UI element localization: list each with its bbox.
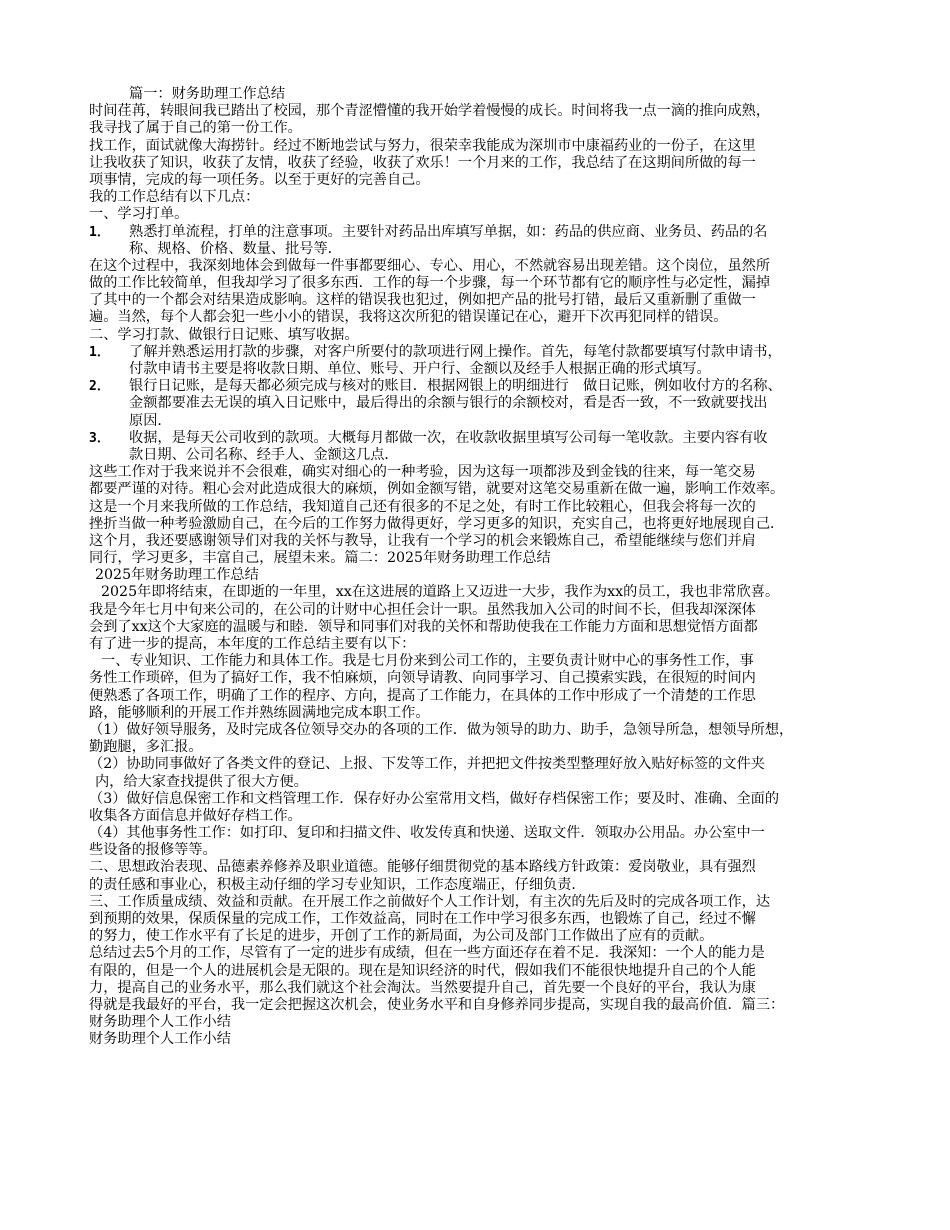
text-line: 找工作，面试就像大海捞针。经过不断地尝试与努力，很荣幸我能成为深圳市中康福药业的一份子，在这里 bbox=[89, 137, 756, 154]
work-item-4 bbox=[89, 825, 871, 859]
text-line: （2）协助同事做好了各类文件的登记、上报、下发等工作，并把把文件按类型整理好放入贴好标签的文件夹 bbox=[89, 756, 765, 773]
list-number: 2． bbox=[89, 379, 110, 395]
text-line: 我的工作总结有以下几点： bbox=[89, 189, 260, 206]
work-item-2 bbox=[89, 756, 871, 790]
list-item bbox=[89, 344, 871, 361]
paragraph-3 bbox=[89, 584, 871, 653]
numbered-list-1 bbox=[89, 224, 871, 258]
list-number: 3． bbox=[89, 430, 110, 446]
text-line: 便熟悉了各项工作，明确了工作的程序、方向，提高了工作能力，在具体的工作中形成了一个清楚的工作思 bbox=[89, 687, 756, 704]
text-line: 这些工作对于我来说并不会很难，确实对细心的一种考验，因为这每一项都涉及到金钱的往来，每一笔交易 bbox=[89, 464, 756, 481]
text-line: 挫折当做一种考验激励自己，在今后的工作努力做得更好，学习更多的知识，充实自己，也将更好地展现自己． bbox=[89, 515, 785, 532]
text-line: 在这个过程中，我深刻地体会到做每一件事都要细心、专心、用心，不然就容易出现差错。这个岗位，虽然所 bbox=[89, 257, 771, 274]
text-line: 收集各方面信息并做好存档工作。 bbox=[89, 807, 302, 824]
text-line: 一、学习打单。 bbox=[89, 206, 189, 223]
work-item-3 bbox=[89, 791, 871, 825]
text-line: 得就是我最好的平台，我一定会把握这次机会，使业务水平和自身修养同步提高，实现自我的最高价值．篇三： bbox=[89, 996, 785, 1013]
text-line: 的责任感和事业心，积极主动仔细的学习专业知识，工作态度端正，仔细负责． bbox=[89, 876, 586, 893]
text-line: 力，提高自己的业务水平，那么我们就这个社会淘汰。当然要提升自己，首先要一个良好的平台，我认为康 bbox=[89, 979, 756, 996]
text-line: 项事情，完成的每一项任务。以至于更好的完善自己。 bbox=[89, 171, 430, 188]
text-line: 2025年即将结束，在即逝的一年里，xx在这进展的道路上又迈进一大步，我作为xx的员工，我也非常欣喜。 bbox=[101, 584, 780, 601]
list-text-continued: 款日期、公司名称、经手人、金额这几点． bbox=[129, 446, 399, 463]
text-line: 路，能够顺利的开展工作并熟练圆满地完成本职工作。 bbox=[89, 704, 430, 721]
document-page bbox=[89, 86, 871, 1049]
text-line: 二、思想政治表现、品德素养修养及职业道德。能够仔细贯彻党的基本路线方针政策：爱岗敬业，具有强烈 bbox=[89, 859, 756, 876]
text-line: 都要严谨的对待。粗心会对此造成很大的麻烦，例如金额写错，就要对这笔交易重新在做一遍，影响工作效率。 bbox=[89, 481, 785, 498]
section-title-1: 篇一：财务助理工作总结 bbox=[129, 86, 286, 102]
text-line: 的努力，使工作水平有了长足的进步，开创了工作的新局面，为公司及部门工作做出了应有的贡献。 bbox=[89, 928, 714, 945]
list-text: 熟悉打单流程，打单的注意事项。主要针对药品出库填写单据，如：药品的供应商、业务员、药品的名 bbox=[129, 223, 768, 240]
list-text-continued: 付款申请书主要是将收款日期、单位、账号、开户行、金额以及经手人根据正确的形式填写。 bbox=[129, 361, 711, 377]
text-line: 有限的，但是一个人的进展机会是无限的。现在是知识经济的时代，假如我们不能很快地提升自己的个人能 bbox=[89, 962, 756, 979]
work-item-1 bbox=[89, 722, 871, 756]
list-text: 银行日记账，是每天都必须完成与核对的账目．根据网银上的明细进行 做日记账，例如收付方的名称、 bbox=[129, 378, 782, 395]
text-line: 三、工作质量成绩、效益和贡献。在开展工作之前做好个人工作计划，有主次的先后及时的完成各项工作，达 bbox=[89, 893, 771, 910]
text-line: （1）做好领导服务，及时完成各位领导交办的各项的工作．做为领导的助力、助手，急领导所急，想领导所想， bbox=[89, 721, 794, 738]
text-line: 勤跑腿，多汇报。 bbox=[89, 739, 203, 756]
paragraph-2 bbox=[89, 464, 871, 567]
intro-paragraph bbox=[89, 103, 871, 223]
section-title-2: 2025年财务助理工作总结 bbox=[95, 567, 259, 584]
text-line: 让我收获了知识，收获了友情，收获了经验，收获了欢乐！一个月来的工作，我总结了在这期间所做的每一 bbox=[89, 154, 756, 171]
numbered-list-2 bbox=[89, 344, 871, 464]
list-text-continued: 金额都要准去无误的填入日记账中，最后得出的余额与银行的余额校对，看是否一致，不一致就要找出 bbox=[129, 395, 768, 412]
text-line: 一、专业知识、工作能力和具体工作。我是七月份来到公司工作的，主要负责计财中心的事务性工作，事 bbox=[101, 653, 754, 670]
text-line: 些设备的报修等等。 bbox=[89, 842, 217, 859]
list-item bbox=[89, 430, 871, 447]
list-item bbox=[89, 224, 871, 241]
list-number: 1． bbox=[89, 344, 110, 360]
text-line: 做的工作比较简单，但我却学习了很多东西．工作的每一个步骤，每一个环节都有它的顺序性与必定性，漏掉 bbox=[89, 275, 771, 292]
text-line: 了其中的一个都会对结果造成影响。这样的错误我也犯过，例如把产品的批号打错，最后又重新删了重做一 bbox=[89, 292, 756, 309]
list-item bbox=[89, 378, 871, 395]
text-line: （4）其他事务性工作：如打印、复印和扫描文件、收发传真和快递、送取文件．领取办公用品。办公室中一 bbox=[89, 825, 765, 842]
text-line: 二、学习打款、做银行日记账、填写收据。 bbox=[89, 326, 359, 343]
text-line: 会到了xx这个大家庭的温暖与和睦．领导和同事们对我的关怀和帮助使我在工作能力方面和思想觉悟方面都 bbox=[89, 618, 758, 635]
text-line: 财务助理个人工作小结 bbox=[89, 1014, 231, 1031]
text-line: 遍。当然，每个人都会犯一些小小的错误，我将这次所犯的错误谨记在心，避开下次再犯同样的错误。 bbox=[89, 309, 728, 326]
list-text: 收据，是每天公司收到的款项。大概每月都做一次，在收款收据里填写公司每一笔收款。主要内容有收 bbox=[129, 429, 768, 446]
list-text-continued: 称、规格、价格、数量、批号等． bbox=[129, 240, 342, 257]
text-line: （3）做好信息保密工作和文档管理工作．保存好办公室常用文档，做好存档保密工作；要及时、准确、全面的 bbox=[89, 790, 780, 807]
text-line: 有了进一步的提高，本年度的工作总结主要有以下： bbox=[89, 636, 416, 652]
text-line: 总结过去5个月的工作，尽管有了一定的进步有成绩，但在一些方面还存在着不足．我深知：一个人的能力是 bbox=[89, 945, 765, 962]
text-line: 这个月，我还要感谢领导们对我的关怀与教导，让我有一个学习的机会来锻炼自己，希望能继续与您们并肩 bbox=[89, 532, 756, 549]
text-line: 这是一个月来我所做的工作总结，我知道自己还有很多的不足之处，有时工作比较粗心，但我会将每一次的 bbox=[89, 498, 756, 515]
text-line: 财务助理个人工作小结 bbox=[89, 1031, 231, 1048]
list-text-continued: 原因． bbox=[129, 412, 172, 429]
list-text: 了解并熟悉运用打款的步骤，对客户所要付的款项进行网上操作。首先，每笔付款都要填写付款申请书， bbox=[129, 343, 782, 360]
text-line: 内，给大家查找提供了很大方便。 bbox=[95, 773, 308, 790]
text-line: 到预期的效果，保质保量的完成工作，工作效益高，同时在工作中学习很多东西，也锻炼了自己，经过不懈 bbox=[89, 911, 756, 927]
text-line: 我寻找了属于自己的第一份工作。 bbox=[89, 120, 302, 137]
list-number: 1． bbox=[89, 224, 110, 240]
text-line: 同行，学习更多，丰富自己，展望未来。篇二：2025年财务助理工作总结 bbox=[89, 550, 551, 567]
paragraph-4 bbox=[89, 653, 871, 722]
paragraph-1 bbox=[89, 258, 871, 344]
paragraph-5 bbox=[89, 859, 871, 1048]
text-line: 时间荏苒，转眼间我已踏出了校园，那个青涩懵懂的我开始学着慢慢的成长。时间将我一点一滴的推向成熟， bbox=[89, 103, 771, 120]
text-line: 务性工作琐碎，但为了搞好工作，我不怕麻烦，向领导请教、向同事学习、自己摸索实践，在很短的时间内 bbox=[89, 670, 756, 687]
text-line: 我是今年七月中旬来公司的，在公司的计财中心担任会计一职。虽然我加入公司的时间不长，但我却深深体 bbox=[89, 601, 756, 618]
